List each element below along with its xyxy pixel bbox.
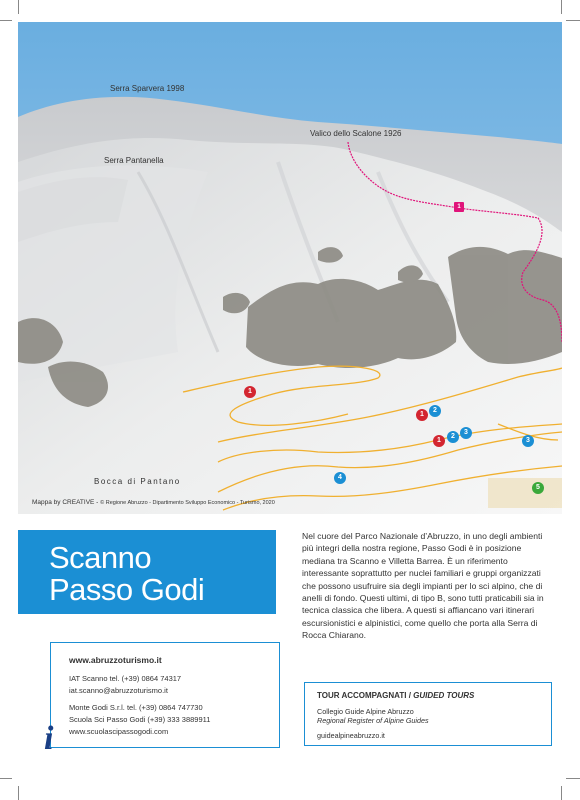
title-line-1: Scanno	[49, 540, 152, 575]
tours-collegio: Collegio Guide Alpine Abruzzo	[317, 707, 414, 716]
crop-mark	[561, 0, 562, 14]
crop-mark	[18, 786, 19, 800]
ski-school-website[interactable]: www.scuolascipassogodi.com	[69, 727, 169, 736]
place-label-bocca: Bocca di Pantano	[94, 477, 181, 486]
crop-mark	[0, 20, 12, 21]
tours-heading-en: GUIDED TOURS	[413, 691, 475, 700]
ski-marker: 3	[460, 427, 472, 439]
peak-label-pantanella: Serra Pantanella	[104, 156, 164, 165]
ski-marker: 3	[522, 435, 534, 447]
ski-marker: 4	[334, 472, 346, 484]
iat-email[interactable]: iat.scanno@abruzzoturismo.it	[69, 686, 168, 695]
ski-marker: 5	[532, 482, 544, 494]
ski-area-map	[18, 22, 562, 514]
trail-marker-1-pink: 1	[454, 202, 464, 212]
title-line-2: Passo Godi	[49, 572, 205, 607]
crop-mark	[561, 786, 562, 800]
crop-mark	[566, 778, 580, 779]
crop-mark	[0, 778, 12, 779]
iat-phone: IAT Scanno tel. (+39) 0864 74317	[69, 674, 182, 683]
tours-website[interactable]: guidealpineabruzzo.it	[317, 731, 385, 740]
peak-label-scalone: Valico dello Scalone 1926	[310, 129, 402, 138]
credit-main: Mappa by CREATIVE -	[32, 499, 101, 506]
peak-label-sparvera: Serra Sparvera 1998	[110, 84, 185, 93]
credit-small: © Regione Abruzzo - Dipartimento Sviluppo Economico - Turismo, 2020	[100, 500, 275, 506]
monte-godi-phone: Monte Godi S.r.l. tel. (+39) 0864 747730	[69, 703, 203, 712]
ski-marker: 2	[429, 405, 441, 417]
tours-register	[317, 716, 429, 725]
contact-info-box	[50, 642, 280, 748]
ski-marker: 1	[244, 386, 256, 398]
tours-register-text: Regional Register of Alpine Guides	[317, 716, 429, 725]
ski-school-phone: Scuola Sci Passo Godi (+39) 333 3889911	[69, 715, 211, 724]
map-terrain	[18, 22, 562, 514]
guided-tours-box	[304, 682, 552, 746]
info-icon: i	[44, 720, 54, 757]
tours-heading	[317, 691, 474, 700]
crop-mark	[566, 20, 580, 21]
title-box	[18, 530, 276, 614]
ski-marker: 1	[416, 409, 428, 421]
tours-heading-it: TOUR ACCOMPAGNATI /	[317, 691, 414, 700]
map-credit	[32, 499, 275, 506]
website-link[interactable]: www.abruzzoturismo.it	[69, 655, 162, 665]
crop-mark	[18, 0, 19, 14]
description-text: Nel cuore del Parco Nazionale d’Abruzzo, in uno degli ambienti più integri della nostra regione, Passo Godi è in posizione mediana tra Scanno e Villetta Barrea. È un riferimento interessante soprattutto per nuclei familiari e gruppi organizzati che possono usufruire sia degli impianti per lo sci alpino, che di anelli di fondo. Questi ultimi, di tipo B, sono tutti praticabili sia in tecnica classica che libera. A questi si affiancano vari itinerari escursionistici e alpinistici, come quello che porta alla Serra di Rocca Chiarano.	[302, 531, 544, 641]
ski-marker: 2	[447, 431, 459, 443]
ski-marker: 1	[433, 435, 445, 447]
